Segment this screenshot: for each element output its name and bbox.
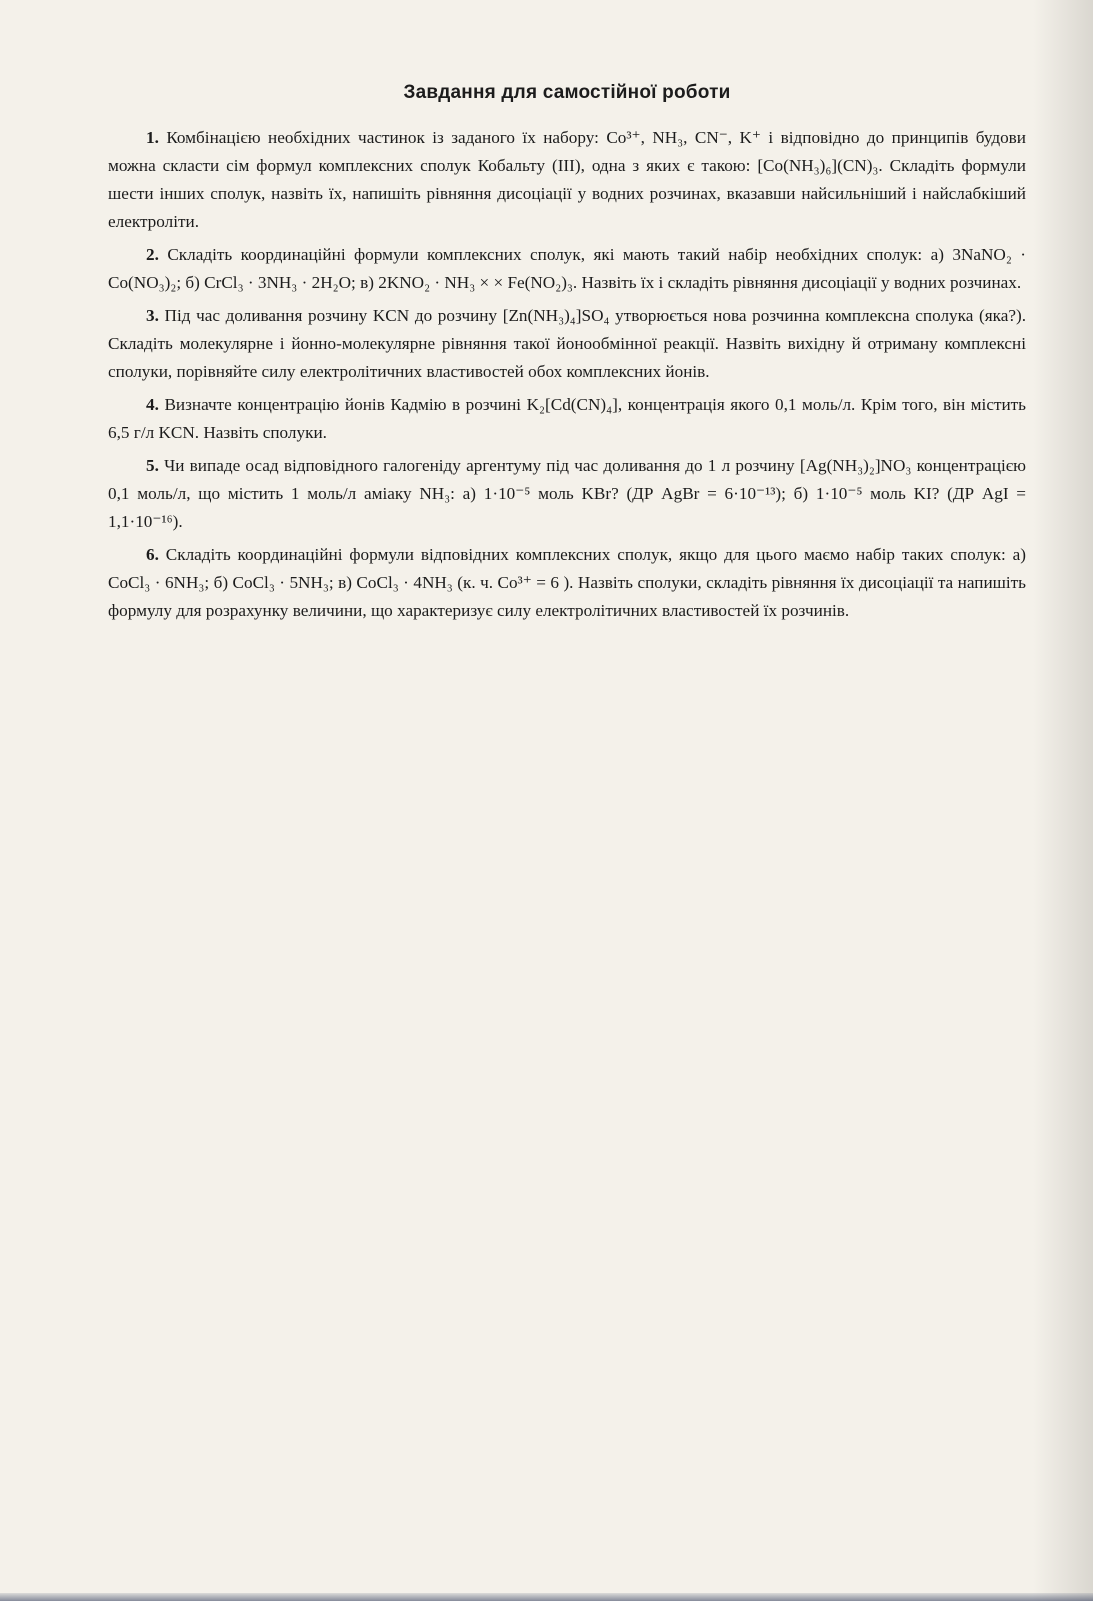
task-text: Чи випаде осад відповідного галогеніду аргентуму під час доливання до 1 л розчину [Ag(NH₃)₂]NO₃ концентрацією 0,1 моль/л, що містить 1 моль/л аміаку NH₃: а) 1·10⁻⁵ моль KBr? (ДР AgBr = 6·10⁻¹³); б) 1·10⁻⁵ моль KI? (ДР AgI = 1,1·10⁻¹⁶). (108, 456, 1027, 531)
task-5 (108, 452, 1026, 536)
task-number: 5. (146, 456, 159, 475)
page-bottom-edge (0, 1593, 1093, 1601)
task-number: 1. (146, 128, 159, 147)
task-6 (108, 541, 1026, 625)
page-title: Завдання для самостійної роботи (403, 82, 731, 103)
document-body (108, 82, 1026, 630)
task-1 (108, 124, 1026, 236)
task-number: 2. (146, 245, 159, 264)
task-text: Складіть координаційні формули комплексних сполук, які мають такий набір необхідних сполук: а) 3NaNO₂ · Co(NO₃)₂; б) CrCl₃ · 3NH₃ · 2H₂O; в) 2KNO₂ · NH₃ × × Fe(NO₂)₃. Назвіть їх і складіть рівняння дисоціації у водних розчинах. (108, 245, 1026, 292)
page-edge-shadow (1033, 0, 1093, 1601)
task-number: 6. (146, 545, 159, 564)
task-4 (108, 391, 1026, 447)
task-text: Під час доливання розчину KCN до розчину [Zn(NH₃)₄]SO₄ утворюється нова розчинна комплексна сполука (яка?). Складіть молекулярне і йонно-молекулярне рівняння такої йонообмінної реакції. Назвіть вихідну й отриману комплексні сполуки, порівняйте силу електролітичних властивостей обох комплексних йонів. (108, 306, 1026, 381)
task-2 (108, 241, 1026, 297)
task-text: Складіть координаційні формули відповідних комплексних сполук, якщо для цього маємо набір таких сполук: а) CoCl₃ · 6NH₃; б) CoCl₃ · 5NH₃; в) CoCl₃ · 4NH₃ (к. ч. Co³⁺ = 6 ). Назвіть сполуки, складіть рівняння їх дисоціації та напишіть формулу для розрахунку величини, що характеризує силу електролітичних властивостей їх розчинів. (108, 545, 1026, 620)
task-3 (108, 302, 1026, 386)
task-number: 4. (146, 395, 159, 414)
task-text: Комбінацією необхідних частинок із заданого їх набору: Co³⁺, NH₃, CN⁻, K⁺ і відповідно до принципів будови можна скласти сім формул комплексних сполук Кобальту (III), одна з яких є такою: [Co(NH₃)₆](CN)₃. Складіть формули шести інших сполук, назвіть їх, напишіть рівняння дисоціації у водних розчинах, вказавши найсильніший і найслабкіший електроліти. (108, 128, 1027, 231)
task-text: Визначте концентрацію йонів Кадмію в розчині K₂[Cd(CN)₄], концентрація якого 0,1 моль/л. Крім того, він містить 6,5 г/л KCN. Назвіть сполуки. (108, 395, 1027, 442)
task-number: 3. (146, 306, 159, 325)
